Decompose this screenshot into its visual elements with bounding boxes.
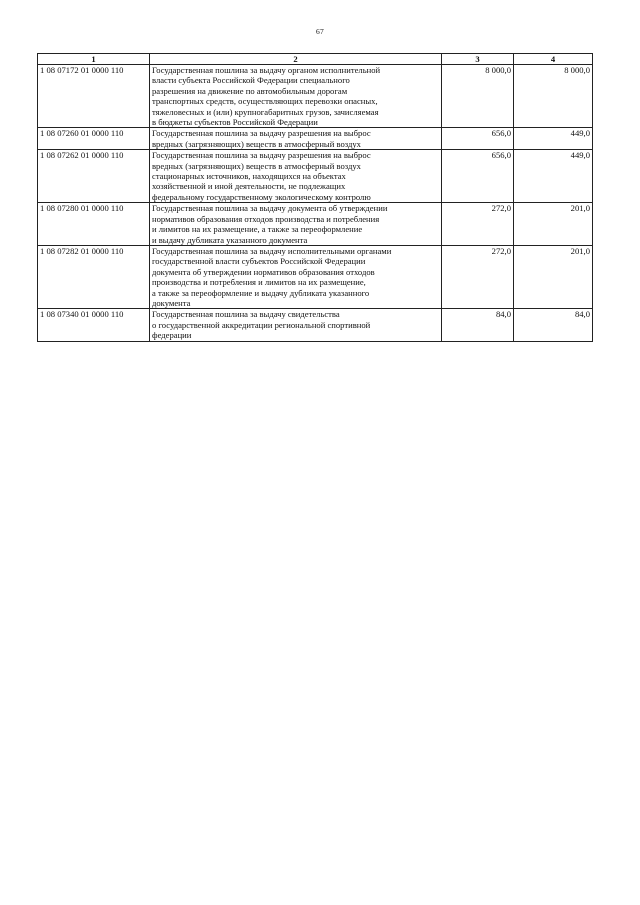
budget-code: 1 08 07280 01 0000 110 [38, 203, 150, 246]
fees-table [37, 53, 593, 342]
fee-description: Государственная пошлина за выдачу разрешения на выброс вредных (загрязняющих) веществ в атмосферный воздух [150, 128, 442, 150]
column-header-1: 1 [38, 54, 150, 65]
budget-code: 1 08 07282 01 0000 110 [38, 245, 150, 308]
budget-code: 1 08 07260 01 0000 110 [38, 128, 150, 150]
column-header-4: 4 [514, 54, 593, 65]
fee-description: Государственная пошлина за выдачу органом исполнительной власти субъекта Российской Федерации специального разрешения на движение по автомобильным дорогам транспортных средств, осуществляющих перевозки опасных, тяжеловесных и (или) крупногабаритных грузов, зачисляемая в бюджеты субъектов Российской Федерации [150, 65, 442, 128]
table-row [38, 245, 593, 308]
table-header-row [38, 54, 593, 65]
table-row [38, 150, 593, 203]
value-column-3: 272,0 [442, 245, 514, 308]
value-column-3: 656,0 [442, 150, 514, 203]
value-column-4: 201,0 [514, 245, 593, 308]
value-column-4: 449,0 [514, 128, 593, 150]
table-row [38, 65, 593, 128]
fee-description: Государственная пошлина за выдачу разрешения на выброс вредных (загрязняющих) веществ в атмосферный воздух стационарных источников, находящихся на объектах хозяйственной и иной деятельности, не подлежащих федеральному государственному экологическому контролю [150, 150, 442, 203]
fee-description: Государственная пошлина за выдачу исполнительными органами государственной власти субъектов Российской Федерации документа об утверждении нормативов образования отходов производства и потребления и лимитов на их размещение, а также за переоформление и выдачу дубликата указанного документа [150, 245, 442, 308]
fee-description: Государственная пошлина за выдачу свидетельства о государственной аккредитации региональной спортивной федерации [150, 309, 442, 341]
fee-description: Государственная пошлина за выдачу документа об утверждении нормативов образования отходов производства и потребления и лимитов на их размещение, а также за переоформление и выдачу дубликата указанного документа [150, 203, 442, 246]
page-number: 67 [315, 27, 325, 36]
budget-code: 1 08 07340 01 0000 110 [38, 309, 150, 341]
table-row [38, 128, 593, 150]
value-column-4: 201,0 [514, 203, 593, 246]
table-row [38, 203, 593, 246]
table-row [38, 309, 593, 341]
column-header-2: 2 [150, 54, 442, 65]
column-header-3: 3 [442, 54, 514, 65]
value-column-3: 656,0 [442, 128, 514, 150]
value-column-4: 84,0 [514, 309, 593, 341]
value-column-3: 272,0 [442, 203, 514, 246]
budget-code: 1 08 07262 01 0000 110 [38, 150, 150, 203]
value-column-3: 84,0 [442, 309, 514, 341]
value-column-3: 8 000,0 [442, 65, 514, 128]
budget-code: 1 08 07172 01 0000 110 [38, 65, 150, 128]
value-column-4: 449,0 [514, 150, 593, 203]
value-column-4: 8 000,0 [514, 65, 593, 128]
